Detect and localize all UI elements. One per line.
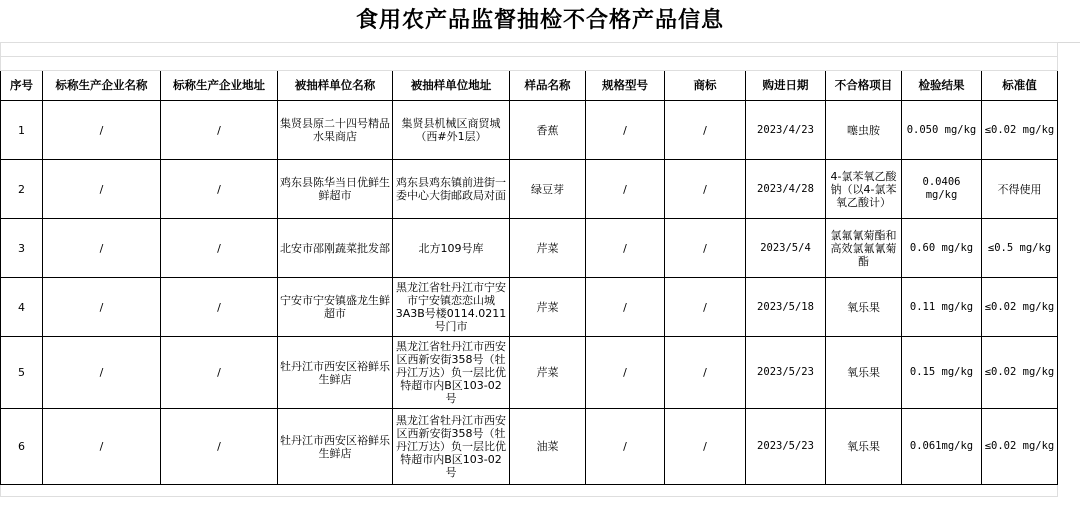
table-row xyxy=(1,337,1058,409)
purchase-date-cell: 2023/4/23 xyxy=(746,101,826,160)
row-number-cell: 6 xyxy=(1,409,43,485)
sample-name-cell: 芹菜 xyxy=(510,337,586,409)
sample-name-cell: 油菜 xyxy=(510,409,586,485)
producer-name-cell: / xyxy=(43,278,161,337)
row-number-cell: 2 xyxy=(1,160,43,219)
spec-cell: / xyxy=(586,101,665,160)
table-row xyxy=(1,278,1058,337)
sampled-unit-address-cell: 北方109号库 xyxy=(393,219,510,278)
sampled-unit-address-cell: 鸡东县鸡东镇前进街一委中心大街邮政局对面 xyxy=(393,160,510,219)
purchase-date-cell: 2023/4/28 xyxy=(746,160,826,219)
spec-cell: / xyxy=(586,337,665,409)
header-cell: 规格型号 xyxy=(586,71,665,101)
purchase-date-cell: 2023/5/23 xyxy=(746,337,826,409)
row-number-cell: 4 xyxy=(1,278,43,337)
sampled-unit-name-cell: 牡丹江市西安区裕鲜乐生鲜店 xyxy=(278,409,393,485)
producer-name-cell: / xyxy=(43,219,161,278)
failed-item-cell: 噻虫胺 xyxy=(826,101,902,160)
spec-cell: / xyxy=(586,219,665,278)
spec-cell: / xyxy=(586,409,665,485)
standard-value-cell: ≤0.02 mg/kg xyxy=(982,337,1058,409)
header-cell: 检验结果 xyxy=(902,71,982,101)
header-cell: 购进日期 xyxy=(746,71,826,101)
test-result-cell: 0.15 mg/kg xyxy=(902,337,982,409)
producer-address-cell: / xyxy=(161,337,278,409)
table-row xyxy=(1,409,1058,485)
sampled-unit-name-cell: 鸡东县陈华当日优鲜生鲜超市 xyxy=(278,160,393,219)
standard-value-cell: ≤0.5 mg/kg xyxy=(982,219,1058,278)
sampled-unit-address-cell: 黑龙江省牡丹江市西安区西新安街358号（牡丹江万达）负一层比优特超市内B区103-02号 xyxy=(393,409,510,485)
sheet-title: 食用农产品监督抽检不合格产品信息 xyxy=(0,0,1080,43)
failed-item-cell: 4-氯苯氧乙酸钠（以4-氯苯氧乙酸计） xyxy=(826,160,902,219)
test-result-cell: 0.60 mg/kg xyxy=(902,219,982,278)
trademark-cell: / xyxy=(665,219,746,278)
standard-value-cell: ≤0.02 mg/kg xyxy=(982,101,1058,160)
failed-item-cell: 氧乐果 xyxy=(826,278,902,337)
sampled-unit-address-cell: 黑龙江省牡丹江市宁安市宁安镇恋恋山城3A3B号楼0114.0211号门市 xyxy=(393,278,510,337)
header-cell: 被抽样单位名称 xyxy=(278,71,393,101)
header-cell: 被抽样单位地址 xyxy=(393,71,510,101)
header-cell: 标称生产企业地址 xyxy=(161,71,278,101)
header-row xyxy=(1,71,1058,101)
standard-value-cell: 不得使用 xyxy=(982,160,1058,219)
blank-row xyxy=(1,57,1058,71)
trademark-cell: / xyxy=(665,337,746,409)
sample-name-cell: 香蕉 xyxy=(510,101,586,160)
sampled-unit-name-cell: 牡丹江市西安区裕鲜乐生鲜店 xyxy=(278,337,393,409)
test-result-cell: 0.0406 mg/kg xyxy=(902,160,982,219)
blank-row xyxy=(1,43,1058,57)
header-cell: 标称生产企业名称 xyxy=(43,71,161,101)
sample-name-cell: 绿豆芽 xyxy=(510,160,586,219)
trademark-cell: / xyxy=(665,101,746,160)
test-result-cell: 0.11 mg/kg xyxy=(902,278,982,337)
sampled-unit-name-cell: 北安市邵刚蔬菜批发部 xyxy=(278,219,393,278)
table-row xyxy=(1,160,1058,219)
header-cell: 样品名称 xyxy=(510,71,586,101)
trademark-cell: / xyxy=(665,278,746,337)
producer-address-cell: / xyxy=(161,278,278,337)
header-cell: 不合格项目 xyxy=(826,71,902,101)
standard-value-cell: ≤0.02 mg/kg xyxy=(982,278,1058,337)
row-number-cell: 5 xyxy=(1,337,43,409)
producer-address-cell: / xyxy=(161,409,278,485)
row-number-cell: 3 xyxy=(1,219,43,278)
sampled-unit-address-cell: 集贤县机械区商贸城（西#外1层） xyxy=(393,101,510,160)
blank-row xyxy=(1,485,1058,497)
producer-name-cell: / xyxy=(43,337,161,409)
purchase-date-cell: 2023/5/4 xyxy=(746,219,826,278)
header-cell: 商标 xyxy=(665,71,746,101)
table-row xyxy=(1,219,1058,278)
data-table xyxy=(0,42,1058,497)
failed-item-cell: 氧乐果 xyxy=(826,409,902,485)
row-number-cell: 1 xyxy=(1,101,43,160)
producer-address-cell: / xyxy=(161,160,278,219)
purchase-date-cell: 2023/5/23 xyxy=(746,409,826,485)
sample-name-cell: 芹菜 xyxy=(510,278,586,337)
failed-item-cell: 氧乐果 xyxy=(826,337,902,409)
sample-name-cell: 芹菜 xyxy=(510,219,586,278)
header-cell: 标准值 xyxy=(982,71,1058,101)
failed-item-cell: 氯氟氰菊酯和高效氯氟氰菊酯 xyxy=(826,219,902,278)
header-cell: 序号 xyxy=(1,71,43,101)
purchase-date-cell: 2023/5/18 xyxy=(746,278,826,337)
test-result-cell: 0.061mg/kg xyxy=(902,409,982,485)
test-result-cell: 0.050 mg/kg xyxy=(902,101,982,160)
producer-address-cell: / xyxy=(161,219,278,278)
spec-cell: / xyxy=(586,278,665,337)
producer-name-cell: / xyxy=(43,101,161,160)
spec-cell: / xyxy=(586,160,665,219)
producer-name-cell: / xyxy=(43,160,161,219)
producer-address-cell: / xyxy=(161,101,278,160)
sampled-unit-name-cell: 宁安市宁安镇盛龙生鲜超市 xyxy=(278,278,393,337)
table-row xyxy=(1,101,1058,160)
trademark-cell: / xyxy=(665,160,746,219)
sampled-unit-name-cell: 集贤县原二十四号精品水果商店 xyxy=(278,101,393,160)
standard-value-cell: ≤0.02 mg/kg xyxy=(982,409,1058,485)
producer-name-cell: / xyxy=(43,409,161,485)
sampled-unit-address-cell: 黑龙江省牡丹江市西安区西新安街358号（牡丹江万达）负一层比优特超市内B区103-02号 xyxy=(393,337,510,409)
trademark-cell: / xyxy=(665,409,746,485)
